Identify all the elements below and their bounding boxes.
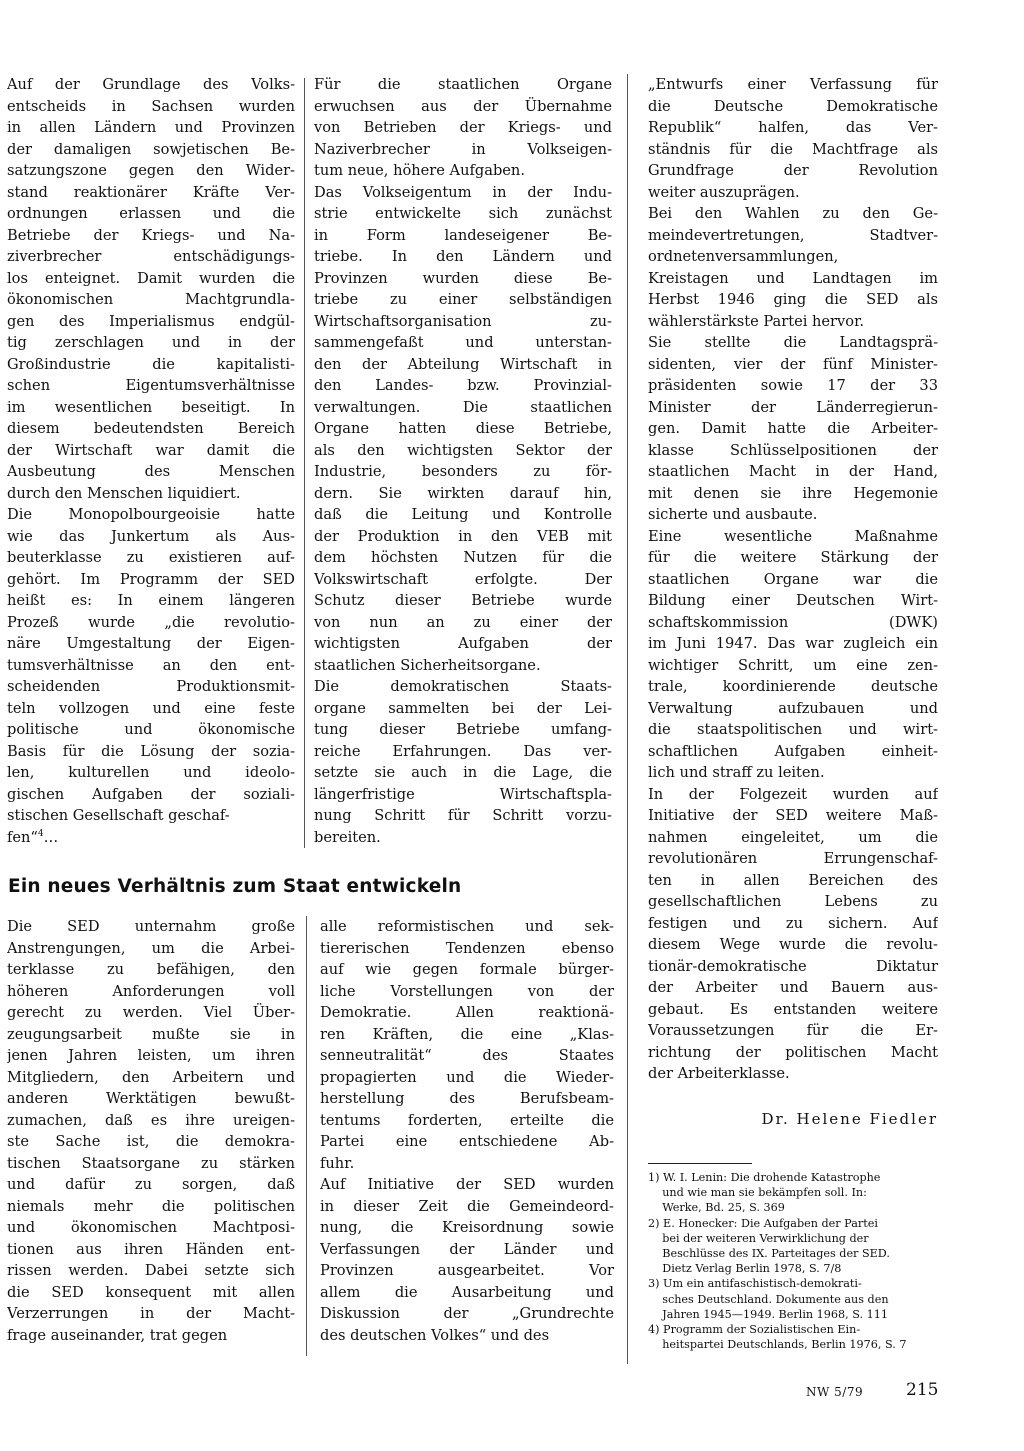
text-line: triebe zu einer selbständigen: [314, 291, 612, 308]
text-line: Für die staatlichen Organe: [314, 76, 612, 93]
text-line: Verwaltung aufzubauen und: [648, 699, 938, 717]
text-line: gen des Imperialismus endgül-: [7, 312, 295, 330]
text-line: bereiten.: [314, 828, 381, 846]
text-line: setzte sie auch in die Lage, die: [314, 764, 612, 781]
text-line: Großindustrie die kapitalisti-: [7, 355, 295, 373]
text-line: allem die Ausarbeitung und: [320, 1283, 614, 1301]
text-line: sidenten, vier der fünf Minister-: [648, 355, 938, 373]
text-line: Bei den Wahlen zu den Ge-: [648, 205, 938, 222]
footnote-line: Werke, Bd. 25, S. 369: [648, 1201, 785, 1215]
text-line: terklasse zu befähigen, den: [7, 961, 295, 978]
text-line: tentums forderten, erteilte die: [320, 1111, 614, 1129]
text-line: verwaltungen. Die staatlichen: [314, 398, 612, 416]
text-line: organe sammelten bei der Lei-: [314, 699, 612, 717]
text-line: längerfristige Wirtschaftspla-: [314, 785, 612, 803]
text-line: und dafür zu sorgen, daß: [7, 1176, 295, 1193]
column-1-bottom: [7, 916, 295, 1346]
text-line: von Betrieben der Kriegs- und: [314, 119, 612, 136]
text-line: tischen Staatsorgane zu stärken: [7, 1154, 295, 1172]
text-line: Verzerrungen in der Macht-: [7, 1305, 295, 1322]
column-divider: [627, 74, 628, 1364]
text-line: Schutz dieser Betriebe wurde: [314, 592, 612, 609]
text-line: tiererischen Tendenzen ebenso: [320, 939, 614, 957]
text-line: präsidenten sowie 17 der 33: [648, 377, 938, 394]
text-line: gerecht zu werden. Viel Über-: [7, 1004, 295, 1021]
text-line: mit denen sie ihre Hegemonie: [648, 484, 938, 502]
footnote-line: 2) E. Honecker: Die Aufgaben der Partei: [648, 1216, 878, 1230]
text-line: durch den Menschen liquidiert.: [7, 484, 241, 502]
text-line: zeugungsarbeit mußte sie in: [7, 1025, 295, 1043]
text-line: politische und ökonomische: [7, 721, 295, 738]
text-line: auf wie gegen formale bürger-: [320, 961, 614, 978]
text-line: die SED konsequent mit allen: [7, 1283, 295, 1301]
column-divider: [304, 78, 305, 848]
text-line: scheidenden Produktionsmit-: [7, 678, 295, 695]
text-line: strie entwickelte sich zunächst: [314, 205, 612, 222]
text-line: dern. Sie wirkten darauf hin,: [314, 484, 612, 502]
text-line: Mitgliedern, den Arbeitern und: [7, 1068, 295, 1086]
text-line: richtung der politischen Macht: [648, 1043, 938, 1061]
text-line: los enteignet. Damit wurden die: [7, 269, 295, 287]
text-line: der Wirtschaft war damit die: [7, 441, 295, 459]
text-line: wie das Junkertum als Aus-: [7, 527, 295, 545]
text-line: tumsverhältnisse an den ent-: [7, 656, 295, 674]
text-fragment: fen“: [7, 828, 38, 846]
text-line: „Entwurfs einer Verfassung für: [648, 76, 938, 93]
text-line: in dieser Zeit die Gemeindeord-: [320, 1197, 614, 1215]
text-line: meindevertretungen, Stadtver-: [648, 226, 938, 244]
text-line: liche Vorstellungen von der: [320, 982, 614, 1000]
text-line: Herbst 1946 ging die SED als: [648, 291, 938, 308]
text-line: tum neue, höhere Aufgaben.: [314, 162, 525, 179]
text-fragment: …: [43, 828, 59, 846]
text-line: niemals mehr die politischen: [7, 1197, 295, 1215]
text-line: Demokratie. Allen reaktionä-: [320, 1004, 614, 1021]
text-line: und ökonomischen Machtposi-: [7, 1219, 295, 1236]
text-line: Eine wesentliche Maßnahme: [648, 527, 938, 545]
text-line: rissen werden. Dabei setzte sich: [7, 1262, 295, 1279]
text-line: Sie stellte die Landtagsprä-: [648, 334, 938, 351]
text-line: der Produktion in den VEB mit: [314, 527, 612, 545]
text-line: heißt es: In einem längeren: [7, 592, 295, 609]
text-line: jenen Jahren leisten, um ihren: [7, 1047, 295, 1064]
text-line: festigen und zu sichern. Auf: [648, 914, 938, 932]
footnote-rule: [648, 1163, 752, 1164]
text-line: der Arbeiter und Bauern aus-: [648, 979, 938, 996]
text-line: [7, 827, 295, 849]
footnote-marker: 4: [37, 828, 44, 839]
text-line: Auf Initiative der SED wurden: [320, 1176, 614, 1193]
footnote-line: und wie man sie bekämpfen soll. In:: [648, 1186, 867, 1200]
text-line: Kreistagen und Landtagen im: [648, 269, 938, 287]
text-line: Die demokratischen Staats-: [314, 678, 612, 695]
text-line: die Deutsche Demokratische: [648, 97, 938, 115]
text-line: höheren Anforderungen voll: [7, 982, 295, 1000]
text-line: weiter auszuprägen.: [648, 183, 800, 201]
column-2-top: [314, 74, 612, 848]
footnote-line: Beschlüsse des IX. Parteitages der SED.: [648, 1247, 890, 1261]
text-line: senneutralität“ des Staates: [320, 1047, 614, 1064]
column-3: [648, 74, 938, 1085]
text-line: trale, koordinierende deutsche: [648, 678, 938, 695]
text-line: Auf der Grundlage des Volks-: [7, 76, 295, 93]
footnote-line: 1) W. I. Lenin: Die drohende Katastrophe: [648, 1171, 881, 1184]
text-line: erwuchsen aus der Übernahme: [314, 97, 612, 115]
text-line: Volkswirtschaft erfolgte. Der: [314, 570, 612, 588]
text-line: von nun an zu einer der: [314, 613, 612, 631]
text-line: ökonomischen Machtgrundla-: [7, 291, 295, 308]
text-line: die staatspolitischen und wirt-: [648, 721, 938, 738]
text-line: der damaligen sowjetischen Be-: [7, 140, 295, 158]
text-line: alle reformistischen und sek-: [320, 918, 614, 935]
text-line: diesem bedeutendsten Bereich: [7, 420, 295, 437]
text-line: Republik“ halfen, das Ver-: [648, 119, 938, 136]
text-line: triebe. In den Ländern und: [314, 248, 612, 265]
text-line: ordnetenversammlungen,: [648, 248, 839, 265]
text-line: sicherte und ausbaute.: [648, 506, 818, 523]
text-line: tionär-demokratische Diktatur: [648, 957, 938, 975]
text-line: staatlichen Organe war die: [648, 570, 938, 588]
text-line: satzungszone gegen den Wider-: [7, 162, 295, 179]
text-line: schaftlichen Aufgaben einheit-: [648, 742, 938, 760]
text-line: Initiative der SED weitere Maß-: [648, 807, 938, 824]
text-line: gischen Aufgaben der soziali-: [7, 785, 295, 803]
footnote-line: 3) Um ein antifaschistisch-demokrati-: [648, 1277, 862, 1291]
text-line: Minister der Länderregierun-: [648, 398, 938, 416]
text-line: daß die Leitung und Kontrolle: [314, 506, 612, 523]
text-line: sammengefaßt und unterstan-: [314, 334, 612, 351]
text-line: beuterklasse zu existieren auf-: [7, 549, 295, 566]
text-line: Verfassungen der Länder und: [320, 1240, 614, 1258]
text-line: frage auseinander, trat gegen: [7, 1326, 228, 1344]
text-line: teln vollzogen und eine feste: [7, 699, 295, 717]
text-line: in Form landeseigener Be-: [314, 226, 612, 244]
text-line: Betriebe der Kriegs- und Na-: [7, 226, 295, 244]
text-line: tig zerschlagen und in der: [7, 334, 295, 351]
text-line: schen Eigentumsverhältnisse: [7, 377, 295, 394]
text-line: tionen aus ihren Händen ent-: [7, 1240, 295, 1258]
text-line: staatlichen Sicherheitsorgane.: [314, 656, 541, 674]
text-line: gehört. Im Programm der SED: [7, 570, 295, 588]
text-line: ziverbrecher entschädigungs-: [7, 248, 295, 265]
text-line: Partei eine entschiedene Ab-: [320, 1133, 614, 1150]
text-line: staatlichen Macht in der Hand,: [648, 463, 938, 480]
footnotes: [648, 1170, 940, 1352]
text-line: im wesentlichen beseitigt. In: [7, 398, 295, 416]
text-line: len, kulturellen und ideolo-: [7, 764, 295, 781]
text-line: ren Kräften, die eine „Klas-: [320, 1025, 614, 1043]
text-line: fuhr.: [320, 1154, 355, 1172]
text-line: wichtiger Schritt, um eine zen-: [648, 656, 938, 674]
text-line: Grundfrage der Revolution: [648, 162, 938, 179]
text-line: Wirtschaftsorganisation zu-: [314, 312, 612, 330]
text-line: Industrie, besonders zu för-: [314, 463, 612, 480]
text-line: Ausbeutung des Menschen: [7, 463, 295, 480]
footnote-line: sches Deutschland. Dokumente aus den: [648, 1292, 889, 1306]
text-line: dem höchsten Nutzen für die: [314, 549, 612, 566]
text-line: ständnis für die Machtfrage als: [648, 140, 938, 158]
text-line: schaftskommission (DWK): [648, 613, 938, 631]
text-line: nahmen eingeleitet, um die: [648, 828, 938, 846]
text-line: gebaut. Es entstanden weitere: [648, 1000, 938, 1018]
text-line: als den wichtigsten Sektor der: [314, 441, 612, 459]
text-line: nung Schritt für Schritt vorzu-: [314, 807, 612, 824]
author-byline: Dr. Helene Fiedler: [761, 1110, 938, 1128]
text-line: Basis für die Lösung der sozia-: [7, 742, 295, 760]
text-line: anderen Werktätigen bewußt-: [7, 1090, 295, 1107]
text-line: Das Volkseigentum in der Indu-: [314, 183, 612, 201]
text-line: lich und straff zu leiten.: [648, 764, 825, 781]
text-line: Provinzen ausgearbeitet. Vor: [320, 1262, 614, 1279]
text-line: wählerstärkste Partei hervor.: [648, 312, 865, 330]
text-line: herstellung des Berufsbeam-: [320, 1090, 614, 1107]
footnote-line: Dietz Verlag Berlin 1978, S. 7/8: [648, 1262, 842, 1276]
text-line: den der Abteilung Wirtschaft in: [314, 355, 612, 373]
text-line: den Landes- bzw. Provinzial-: [314, 377, 612, 394]
column-1-top: [7, 74, 295, 848]
text-line: diesem Wege wurde die revolu-: [648, 936, 938, 953]
text-line: zumachen, daß es ihre ureigen-: [7, 1111, 295, 1129]
text-line: Naziverbrecher in Volkseigen-: [314, 140, 612, 158]
text-line: tung dieser Betriebe umfang-: [314, 721, 612, 738]
column-2-bottom: [320, 916, 614, 1346]
text-line: reiche Erfahrungen. Das ver-: [314, 742, 612, 760]
text-line: Voraussetzungen für die Er-: [648, 1022, 938, 1039]
text-line: der Arbeiterklasse.: [648, 1065, 790, 1082]
text-line: Die SED unternahm große: [7, 918, 295, 935]
text-line: ordnungen erlassen und die: [7, 205, 295, 222]
journal-issue: NW 5/79: [806, 1385, 864, 1399]
text-line: des deutschen Volkes“ und des: [320, 1326, 550, 1344]
text-line: Provinzen wurden diese Be-: [314, 269, 612, 287]
text-line: ten in allen Bereichen des: [648, 871, 938, 889]
text-line: gesellschaftlichen Lebens zu: [648, 893, 938, 910]
text-line: nung, die Kreisordnung sowie: [320, 1219, 614, 1236]
text-line: ste Sache ist, die demokra-: [7, 1133, 295, 1150]
footnote-line: bei der weiteren Verwirklichung der: [648, 1231, 869, 1245]
text-line: stischen Gesellschaft geschaf-: [7, 807, 230, 824]
text-line: Diskussion der „Grundrechte: [320, 1305, 614, 1322]
page-number: 215: [906, 1380, 939, 1400]
text-line: im Juni 1947. Das war zugleich ein: [648, 635, 938, 652]
text-line: Anstrengungen, um die Arbei-: [7, 939, 295, 957]
text-line: Prozeß wurde „die revolutio-: [7, 613, 295, 631]
text-line: gen. Damit hatte die Arbeiter-: [648, 420, 938, 437]
text-line: klasse Schlüsselpositionen der: [648, 441, 938, 459]
text-line: propagierten und die Wieder-: [320, 1068, 614, 1086]
footnote-line: 4) Programm der Sozialistischen Ein-: [648, 1323, 861, 1337]
text-line: stand reaktionärer Kräfte Ver-: [7, 183, 295, 201]
text-line: Die Monopolbourgeoisie hatte: [7, 506, 295, 523]
text-line: revolutionären Errungenschaf-: [648, 850, 938, 867]
section-heading: Ein neues Verhältnis zum Staat entwickeln: [8, 876, 462, 897]
text-line: Organe hatten diese Betriebe,: [314, 420, 612, 437]
footnote-line: Jahren 1945—1949. Berlin 1968, S. 111: [648, 1307, 888, 1321]
text-line: näre Umgestaltung der Eigen-: [7, 635, 295, 652]
text-line: für die weitere Stärkung der: [648, 549, 938, 566]
text-line: wichtigsten Aufgaben der: [314, 635, 612, 652]
text-line: In der Folgezeit wurden auf: [648, 785, 938, 803]
text-line: Bildung einer Deutschen Wirt-: [648, 592, 938, 609]
text-line: in allen Ländern und Provinzen: [7, 119, 295, 136]
column-divider: [306, 916, 307, 1356]
text-line: entscheids in Sachsen wurden: [7, 97, 295, 115]
footnote-line: heitspartei Deutschlands, Berlin 1976, S. 7: [648, 1338, 907, 1352]
